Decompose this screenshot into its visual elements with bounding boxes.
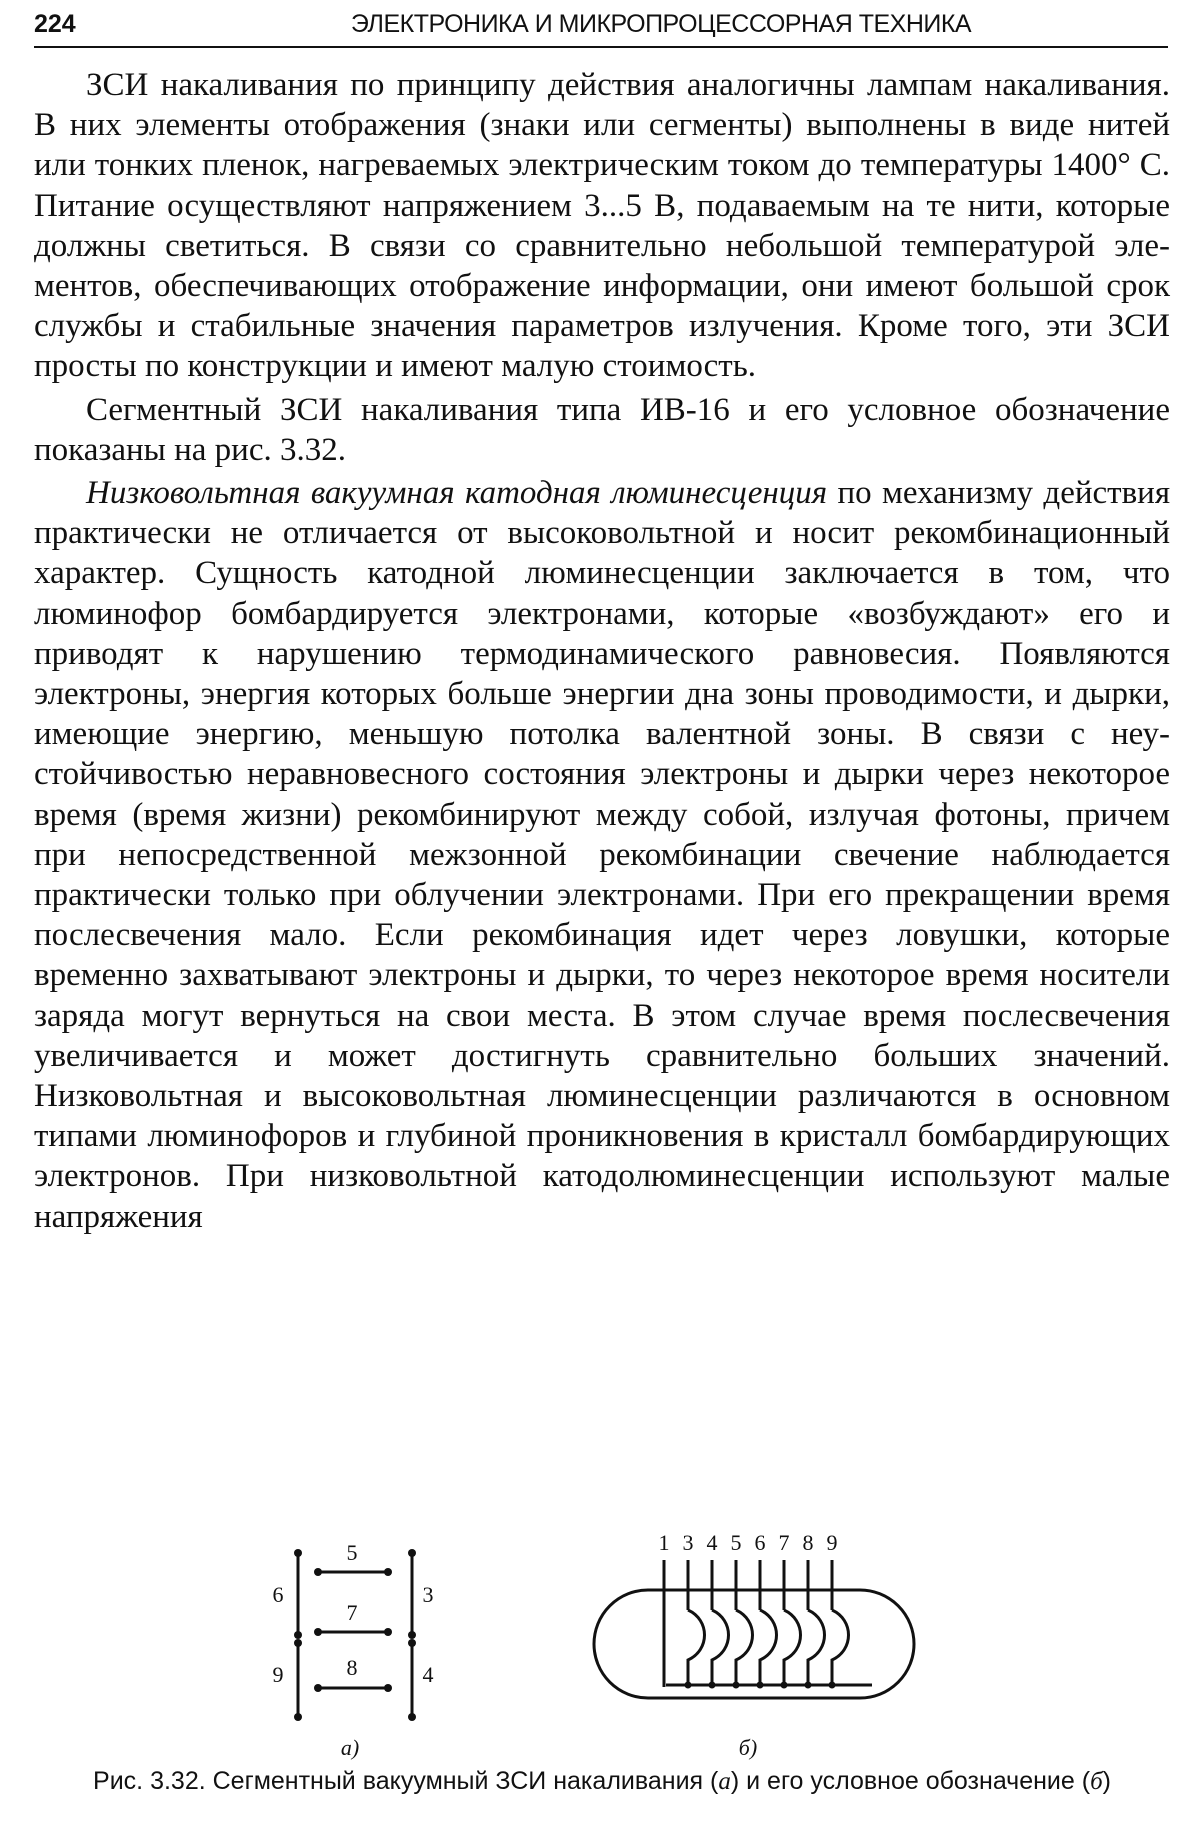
- pin-label: 1: [658, 1530, 670, 1555]
- figure-drawings: [34, 1450, 1170, 1770]
- diagram-b-symbol: [594, 1560, 914, 1698]
- paragraph-1: ЗСИ накаливания по принципу действия аналогичны лампам накаливания. В них элементы отображения (знаки или сегменты) выполнены в виде нитей или тонких пленок, нагреваемых электрическим током до температуры 1400° С. Питание осуществляют напряжением 3...5 В, подаваемым на те нити, которые должны светиться. В связи со сравнительно небольшой температурой элементов, обеспечивающих отображение информации, они имеют большой срок службы и стабильные значения параметров излучения. Кроме того, эти ЗСИ просты по конструкции и имеют малую стоимость.: [34, 67, 1170, 385]
- running-head: [34, 6, 1168, 48]
- figure-caption: [34, 1766, 1170, 1797]
- label-5: 5: [346, 1540, 358, 1565]
- diagram-a-segments: [298, 1555, 412, 1715]
- caption-label-b: б: [1090, 1768, 1103, 1795]
- diagram-a-dots: [294, 1549, 416, 1721]
- page-number: 224: [34, 10, 76, 38]
- sublabel-a: а): [340, 1735, 360, 1760]
- label-7: 7: [346, 1600, 358, 1625]
- running-title: ЭЛЕКТРОНИКА И МИКРОПРОЦЕССОРНАЯ ТЕХНИКА: [350, 10, 972, 38]
- label-8: 8: [346, 1655, 358, 1680]
- label-6: 6: [272, 1582, 284, 1607]
- caption-suffix: ): [1102, 1767, 1111, 1795]
- label-9: 9: [272, 1662, 284, 1687]
- paragraph-2: Сегментный ЗСИ накаливания типа ИВ-16 и его условное обозначение показаны на рис. 3.32.: [34, 391, 1170, 468]
- pin-label: 3: [682, 1530, 694, 1555]
- filament-loops: [688, 1610, 849, 1685]
- caption-middle: ) и его условное обозначение (: [730, 1767, 1091, 1795]
- paragraph-3-rest: по механизму действия практически не отличается от высоковольтной и носит рекомбинационный характер. Сущность катодной люминесценции заключается в том, что люминофор бомбардируется электронами, которые «возбуждают» его и приводят к нарушению термодинамического равновесия. Появляются электроны, энергия которых больше энергии дна зоны проводимости, и дырки, имеющие энергию, меньшую потолка валентной зоны. В связи с неустойчивостью неравновесного состояния электроны и дырки через некоторое время (время жизни) рекомбинируют между собой, излучая фотоны, причем при непосредственной межзонной рекомбинации свечение наблюдается практически только при облучении электронами. При его прекращении время послесвечения мало. Если рекомбинация идет через ловушки, которые временно захватывают электроны и дырки, то через некоторое время носители заряда могут вернуться на свои места. В этом случае время послесвечения увеличивается и может достигнуть сравнительно больших значений. Низковольтная и высоковольтная люминесценции различаются в основном типами люминофоров и глубиной проникновения в кристалл бомбардирующих электронов. При низковольтной катодолюминесценции используют малые напряжения: [34, 475, 1170, 1235]
- paragraph-3: [34, 473, 1170, 1237]
- pin-label: 5: [730, 1530, 742, 1555]
- pin-label: 6: [754, 1530, 766, 1555]
- figure-3-32: [34, 1450, 1170, 1810]
- caption-label-a: а: [718, 1768, 731, 1795]
- tube-envelope: [594, 1590, 914, 1698]
- pin-label: 7: [778, 1530, 790, 1555]
- label-3: 3: [422, 1582, 434, 1607]
- caption-prefix: Рис. 3.32. Сегментный вакуумный ЗСИ накаливания (: [93, 1767, 719, 1795]
- pin-label: 9: [826, 1530, 838, 1555]
- diagram-b-pin-labels: [659, 1530, 838, 1760]
- pin-label: 8: [802, 1530, 814, 1555]
- sublabel-b: б): [738, 1735, 758, 1760]
- label-4: 4: [422, 1662, 434, 1687]
- term-italic: Низковольтная вакуумная катодная люминесценция: [86, 475, 828, 512]
- body-text: [34, 65, 1170, 1237]
- pin-label: 4: [706, 1530, 718, 1555]
